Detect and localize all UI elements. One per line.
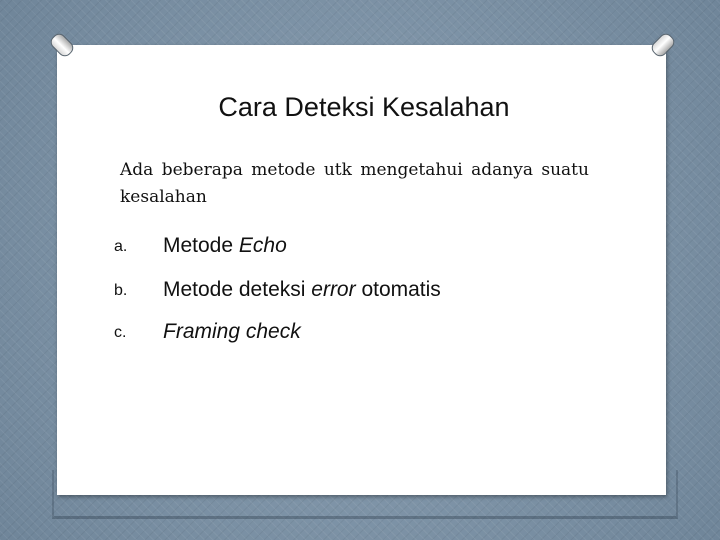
list-item-text: Framing check xyxy=(163,320,301,343)
slide-title: Cara Deteksi Kesalahan xyxy=(218,92,510,122)
intro-text: Ada beberapa metode utk mengetahui adanya suatu kesalahan xyxy=(120,160,589,207)
list-marker: a. xyxy=(114,238,128,255)
list-marker: c. xyxy=(114,324,127,341)
list-item-text: Metode Echo xyxy=(163,234,287,257)
list-marker: b. xyxy=(114,282,128,299)
list-item-text: Metode deteksi error otomatis xyxy=(163,278,441,301)
